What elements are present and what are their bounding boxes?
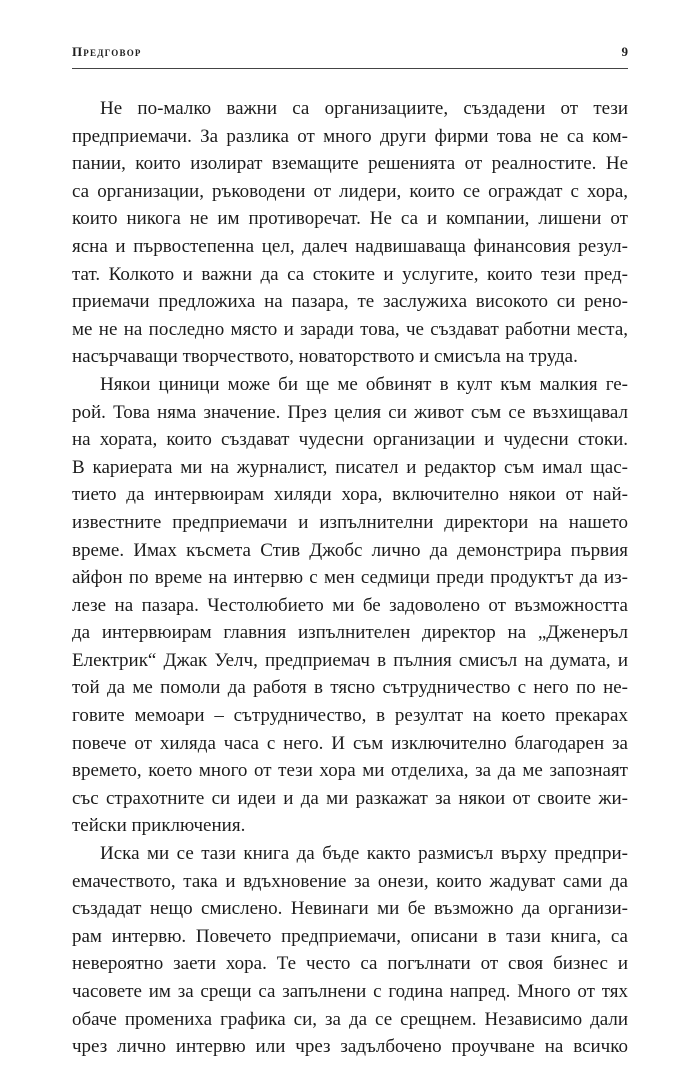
text-line: предприемачи. За разлика от много други фирми това не са ком- — [72, 125, 628, 147]
page-number: 9 — [621, 44, 628, 59]
text-line: повече от хиляда часа с него. И съм изключително благодарен за — [72, 732, 628, 754]
text-line: Иска ми се тази книга да бъде както размисъл върху предпри- — [100, 843, 628, 865]
text-line: на хората, които създават чудесни организации и чудесни стоки. — [72, 429, 628, 451]
text-line: Някои циници може би ще ме обвинят в култ към малкия ге- — [100, 373, 628, 395]
text-line: рам интервю. Повечето предприемачи, описани в тази книга, са — [72, 925, 628, 947]
running-title: Предговор — [72, 44, 142, 59]
text-line: създадат нещо смислено. Невинаги ми бе възможно да организи- — [72, 898, 628, 920]
text-line: ясна и първостепенна цел, далеч надвишаваща финансовия резул- — [72, 235, 628, 257]
text-line: В кариерата ми на журналист, писател и редактор съм имал щас- — [72, 456, 628, 478]
text-line: да интервюирам главния изпълнителен директор на „Дженеръл — [72, 622, 628, 644]
text-line: пании, които изолират вземащите решенията от реалностите. Не — [72, 153, 628, 175]
text-line: ме не на последно място и заради това, че създават работни места, — [72, 318, 628, 340]
text-line: айфон по време на интервю с мен седмици преди продуктът да из- — [72, 567, 628, 589]
text-line: известните предприемачи и изпълнителни директори на нашето — [72, 511, 628, 533]
text-line: Електрик“ Джак Уелч, предприемач в пълния смисъл на думата, и — [72, 649, 628, 671]
text-line: рой. Това няма значение. През целия си живот съм се възхищавал — [72, 401, 628, 423]
text-line: приемачи предложиха на пазара, те заслужиха високото си рено- — [72, 291, 628, 313]
text-line: емачеството, така и вдъхновение за онези, които жадуват сами да — [72, 870, 628, 892]
text-line: със страхотните си идеи и да ми разкажат за някои от своите жи- — [72, 787, 628, 809]
text-line: тат. Колкото и важни да са стоките и услугите, които тези пред- — [72, 263, 628, 285]
text-line: тието да интервюирам хиляди хора, включително някои от най- — [72, 484, 628, 506]
text-line: лезе на пазара. Честолюбието ми бе задоволено от възможността — [72, 594, 628, 616]
text-line: той да ме помоли да работя в тясно сътрудничество с него по не- — [72, 677, 628, 699]
text-line: обаче промениха графика си, за да се срещнем. Независимо дали — [72, 1008, 628, 1030]
text-line: Не по-малко важни са организациите, създадени от тези — [100, 98, 628, 119]
text-line: време. Имах късмета Стив Джобс лично да демонстрира първия — [72, 539, 628, 561]
text-line: чрез лично интервю или чрез задълбочено проучване на всичко — [72, 1036, 628, 1058]
running-header — [72, 38, 628, 69]
text-line: невероятно заети хора. Те често са погълнати от своя бизнес и — [72, 953, 628, 975]
text-line: времето, което много от тези хора ми отделиха, за да ме запознаят — [72, 760, 628, 782]
text-line: са организации, ръководени от лидери, които се ограждат с хора, — [72, 180, 628, 202]
text-line: тейски приключения. — [72, 815, 246, 837]
text-line: часовете им за срещи са запълнени с година напред. Много от тях — [72, 981, 628, 1002]
text-line: които никога не им противоречат. Не са и компании, лишени от — [72, 208, 628, 230]
text-line: говите мемоари – сътрудничество, в резултат на което прекарах — [72, 705, 628, 727]
text-line: насърчаващи творчеството, новаторството и смисъла на труда. — [72, 346, 578, 368]
body-text — [72, 95, 628, 1061]
